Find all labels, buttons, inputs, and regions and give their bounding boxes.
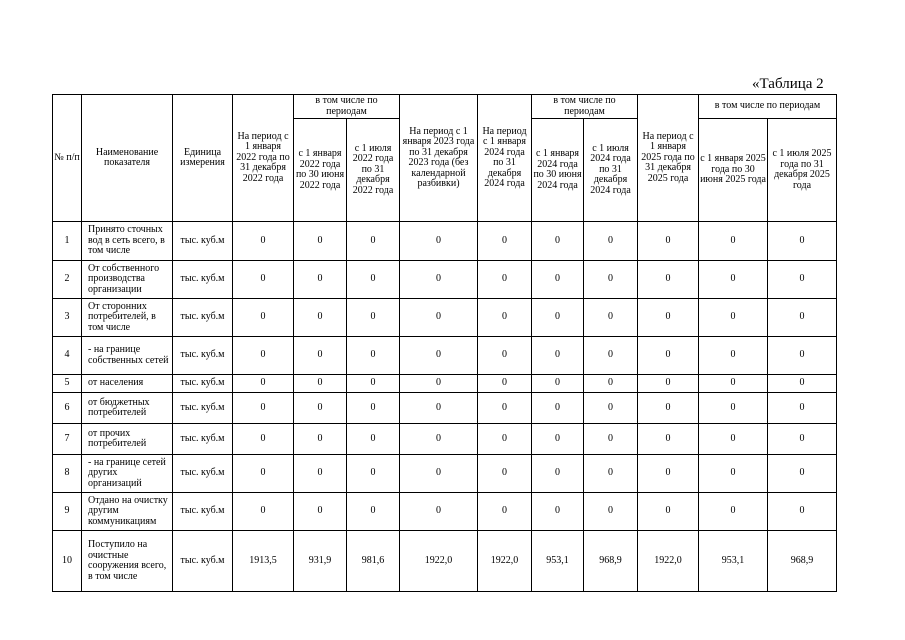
row-name: От собственного производства организации xyxy=(82,261,173,299)
header-num: № п/п xyxy=(53,95,82,222)
row-value: 1922,0 xyxy=(478,531,532,592)
row-name: от бюджетных потребителей xyxy=(82,393,173,424)
header-2025-h1: с 1 января 2025 года по 30 июня 2025 года xyxy=(699,119,768,222)
row-value: 0 xyxy=(233,299,294,337)
header-2025-group: в том числе по периодам xyxy=(699,95,837,119)
row-value: 0 xyxy=(347,493,400,531)
row-value: 0 xyxy=(478,424,532,455)
row-value: 0 xyxy=(347,375,400,393)
row-value: 0 xyxy=(294,337,347,375)
row-value: 0 xyxy=(532,261,584,299)
row-value: 0 xyxy=(768,299,837,337)
row-value: 0 xyxy=(584,375,638,393)
row-unit: тыс. куб.м xyxy=(173,299,233,337)
row-number: 9 xyxy=(53,493,82,531)
header-name: Наименование показателя xyxy=(82,95,173,222)
row-value: 0 xyxy=(400,493,478,531)
row-value: 1913,5 xyxy=(233,531,294,592)
table-body xyxy=(53,222,837,592)
table-row xyxy=(53,424,837,455)
row-value: 0 xyxy=(699,222,768,261)
header-2024-group: в том числе по периодам xyxy=(532,95,638,119)
row-value: 0 xyxy=(768,424,837,455)
row-value: 0 xyxy=(699,375,768,393)
row-value: 0 xyxy=(478,337,532,375)
row-value: 0 xyxy=(532,393,584,424)
row-value: 0 xyxy=(294,493,347,531)
row-value: 0 xyxy=(584,455,638,493)
row-unit: тыс. куб.м xyxy=(173,337,233,375)
row-number: 2 xyxy=(53,261,82,299)
row-value: 0 xyxy=(699,393,768,424)
row-value: 931,9 xyxy=(294,531,347,592)
table-row xyxy=(53,375,837,393)
row-value: 0 xyxy=(699,299,768,337)
row-value: 0 xyxy=(400,261,478,299)
row-unit: тыс. куб.м xyxy=(173,222,233,261)
row-value: 0 xyxy=(638,337,699,375)
row-value: 0 xyxy=(294,261,347,299)
row-value: 0 xyxy=(347,261,400,299)
table-row xyxy=(53,531,837,592)
row-value: 0 xyxy=(638,299,699,337)
row-value: 0 xyxy=(400,424,478,455)
table-row xyxy=(53,337,837,375)
row-name: От сторонних потребителей, в том числе xyxy=(82,299,173,337)
row-value: 981,6 xyxy=(347,531,400,592)
row-value: 0 xyxy=(294,455,347,493)
table-row xyxy=(53,393,837,424)
row-value: 953,1 xyxy=(532,531,584,592)
row-value: 0 xyxy=(478,299,532,337)
row-value: 0 xyxy=(699,455,768,493)
row-name: Отдано на очистку другим коммуникациям xyxy=(82,493,173,531)
row-value: 0 xyxy=(294,299,347,337)
row-unit: тыс. куб.м xyxy=(173,375,233,393)
row-value: 0 xyxy=(699,337,768,375)
row-value: 0 xyxy=(478,493,532,531)
row-value: 0 xyxy=(638,222,699,261)
table-row xyxy=(53,222,837,261)
row-value: 0 xyxy=(347,299,400,337)
row-value: 0 xyxy=(638,375,699,393)
row-value: 0 xyxy=(532,299,584,337)
row-value: 0 xyxy=(478,222,532,261)
table-row xyxy=(53,455,837,493)
row-value: 0 xyxy=(532,375,584,393)
row-value: 0 xyxy=(768,493,837,531)
row-value: 0 xyxy=(768,375,837,393)
row-value: 0 xyxy=(347,222,400,261)
row-value: 0 xyxy=(768,261,837,299)
row-value: 0 xyxy=(400,393,478,424)
row-value: 0 xyxy=(584,299,638,337)
header-2024: На период с 1 января 2024 года по 31 декабря 2024 года xyxy=(478,95,532,222)
row-value: 0 xyxy=(768,455,837,493)
row-value: 0 xyxy=(638,393,699,424)
row-name: от населения xyxy=(82,375,173,393)
row-value: 0 xyxy=(584,393,638,424)
row-value: 0 xyxy=(233,261,294,299)
row-value: 0 xyxy=(294,393,347,424)
row-value: 0 xyxy=(532,222,584,261)
row-value: 968,9 xyxy=(768,531,837,592)
row-value: 0 xyxy=(478,261,532,299)
row-value: 0 xyxy=(347,393,400,424)
row-value: 0 xyxy=(532,337,584,375)
row-value: 0 xyxy=(233,337,294,375)
row-value: 0 xyxy=(768,393,837,424)
row-value: 0 xyxy=(347,455,400,493)
header-unit: Единица измерения xyxy=(173,95,233,222)
row-name: Принято сточных вод в сеть всего, в том числе xyxy=(82,222,173,261)
row-value: 0 xyxy=(768,222,837,261)
header-2023: На период с 1 января 2023 года по 31 декабря 2023 года (без календарной разбивки) xyxy=(400,95,478,222)
row-value: 0 xyxy=(638,261,699,299)
row-value: 0 xyxy=(400,455,478,493)
row-value: 0 xyxy=(400,299,478,337)
header-2025-h2: с 1 июля 2025 года по 31 декабря 2025 года xyxy=(768,119,837,222)
row-number: 8 xyxy=(53,455,82,493)
row-number: 7 xyxy=(53,424,82,455)
row-value: 953,1 xyxy=(699,531,768,592)
row-name: - на границе сетей других организаций xyxy=(82,455,173,493)
row-value: 0 xyxy=(233,424,294,455)
row-value: 0 xyxy=(400,375,478,393)
header-row-top xyxy=(53,95,837,119)
row-value: 0 xyxy=(638,424,699,455)
row-value: 0 xyxy=(699,493,768,531)
row-name: от прочих потребителей xyxy=(82,424,173,455)
row-value: 0 xyxy=(638,455,699,493)
row-unit: тыс. куб.м xyxy=(173,493,233,531)
row-value: 0 xyxy=(478,393,532,424)
row-value: 0 xyxy=(400,337,478,375)
row-value: 0 xyxy=(400,222,478,261)
row-unit: тыс. куб.м xyxy=(173,455,233,493)
table-row xyxy=(53,261,837,299)
row-value: 1922,0 xyxy=(400,531,478,592)
header-2024-h2: с 1 июля 2024 года по 31 декабря 2024 года xyxy=(584,119,638,222)
row-number: 1 xyxy=(53,222,82,261)
row-name: - на границе собственных сетей xyxy=(82,337,173,375)
row-value: 0 xyxy=(532,455,584,493)
row-value: 0 xyxy=(699,424,768,455)
indicator-table xyxy=(52,94,837,592)
table-row xyxy=(53,493,837,531)
table-caption: «Таблица 2 xyxy=(752,76,824,92)
row-number: 6 xyxy=(53,393,82,424)
row-name: Поступило на очистные сооружения всего, в том числе xyxy=(82,531,173,592)
table-row xyxy=(53,299,837,337)
header-2022: На период с 1 января 2022 года по 31 декабря 2022 года xyxy=(233,95,294,222)
row-unit: тыс. куб.м xyxy=(173,424,233,455)
row-value: 0 xyxy=(584,337,638,375)
header-2022-group: в том числе по периодам xyxy=(294,95,400,119)
row-number: 3 xyxy=(53,299,82,337)
header-2025: На период с 1 января 2025 года по 31 декабря 2025 года xyxy=(638,95,699,222)
row-value: 0 xyxy=(532,493,584,531)
row-number: 5 xyxy=(53,375,82,393)
row-value: 0 xyxy=(347,424,400,455)
row-value: 0 xyxy=(584,493,638,531)
row-value: 0 xyxy=(233,493,294,531)
row-value: 0 xyxy=(347,337,400,375)
row-value: 1922,0 xyxy=(638,531,699,592)
row-value: 0 xyxy=(584,424,638,455)
row-value: 0 xyxy=(584,261,638,299)
row-value: 0 xyxy=(478,455,532,493)
header-2022-h2: с 1 июля 2022 года по 31 декабря 2022 года xyxy=(347,119,400,222)
row-value: 0 xyxy=(478,375,532,393)
row-unit: тыс. куб.м xyxy=(173,261,233,299)
row-value: 0 xyxy=(233,222,294,261)
row-value: 0 xyxy=(532,424,584,455)
row-value: 0 xyxy=(294,375,347,393)
row-value: 968,9 xyxy=(584,531,638,592)
row-value: 0 xyxy=(294,424,347,455)
header-2022-h1: с 1 января 2022 года по 30 июня 2022 года xyxy=(294,119,347,222)
row-value: 0 xyxy=(638,493,699,531)
row-value: 0 xyxy=(768,337,837,375)
row-value: 0 xyxy=(699,261,768,299)
row-unit: тыс. куб.м xyxy=(173,393,233,424)
row-value: 0 xyxy=(584,222,638,261)
row-unit: тыс. куб.м xyxy=(173,531,233,592)
row-value: 0 xyxy=(233,393,294,424)
row-number: 10 xyxy=(53,531,82,592)
row-value: 0 xyxy=(294,222,347,261)
row-value: 0 xyxy=(233,375,294,393)
row-number: 4 xyxy=(53,337,82,375)
row-value: 0 xyxy=(233,455,294,493)
header-2024-h1: с 1 января 2024 года по 30 июня 2024 года xyxy=(532,119,584,222)
